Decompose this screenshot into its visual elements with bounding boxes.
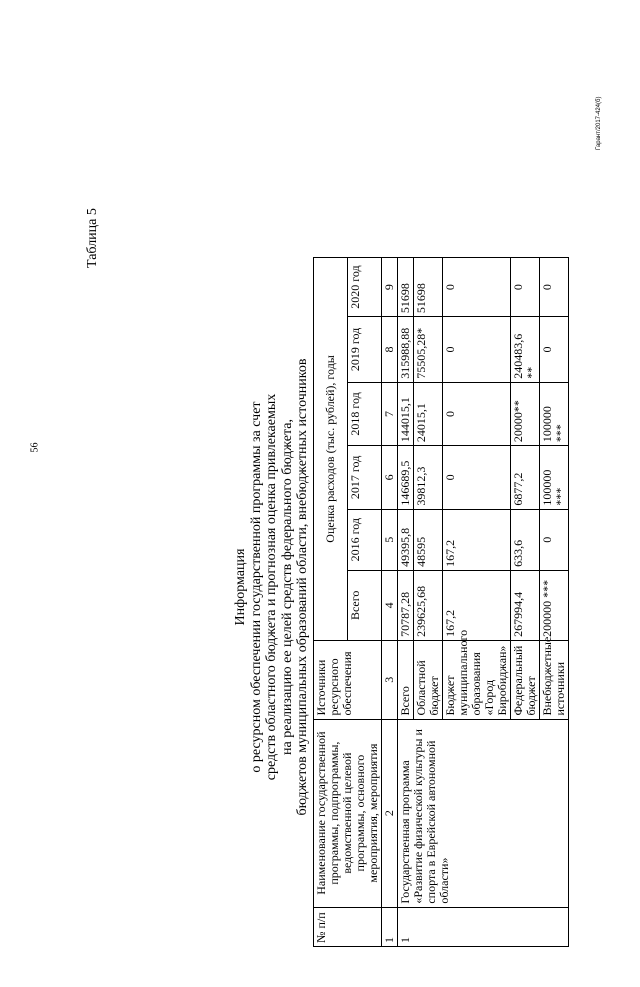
- header-year: 2020 год: [348, 258, 382, 317]
- value-cell: 20000**: [511, 382, 540, 445]
- heading-line: Информация: [233, 548, 248, 626]
- value-cell: 75505,28*: [414, 317, 443, 383]
- heading-line: средств областного бюджета и прогнозная оценка привлекаемых: [264, 393, 279, 781]
- col-number: 4: [382, 570, 398, 640]
- value-cell: 315988,88: [398, 317, 414, 383]
- value-cell: 0: [540, 509, 569, 570]
- value-cell: 39812,3: [414, 446, 443, 509]
- header-year: 2019 год: [348, 317, 382, 383]
- program-name: Государственная программа «Развитие физической культуры и спорта в Еврейской автономной области»: [398, 719, 569, 907]
- row-number: 1: [398, 907, 569, 946]
- value-cell: 6877,2: [511, 446, 540, 509]
- header-row: [314, 258, 348, 947]
- value-cell: 267994,4: [511, 570, 540, 640]
- value-cell: 167,2: [443, 570, 511, 640]
- source-cell: Внебюджетные источники: [540, 640, 569, 719]
- source-cell: Всего: [398, 640, 414, 719]
- column-number-row: [382, 258, 398, 947]
- value-cell: 167,2: [443, 509, 511, 570]
- col-number: 2: [382, 719, 398, 907]
- col-number: 3: [382, 640, 398, 719]
- heading-line: на реализацию ее целей средств федерального бюджета,: [279, 419, 295, 755]
- source-cell: Областной бюджет: [414, 640, 443, 719]
- table-label: Таблица 5: [85, 208, 100, 268]
- value-cell: 70787,28: [398, 570, 414, 640]
- value-cell: 0: [443, 258, 511, 317]
- heading-line: бюджетов муниципальных образований области, внебюджетных источников: [295, 358, 310, 816]
- value-cell: 100000 ***: [540, 382, 569, 445]
- header-year: 2018 год: [348, 382, 382, 445]
- page-number: 56: [29, 442, 41, 453]
- header-source: Источники ресурсного обеспечения: [314, 640, 382, 719]
- value-cell: 0: [540, 258, 569, 317]
- value-cell: 146689,5: [398, 446, 414, 509]
- col-number: 5: [382, 509, 398, 570]
- value-cell: 51698: [414, 258, 443, 317]
- source-cell: Бюджет муниципального образования «Город Биробиджан»: [443, 640, 511, 719]
- value-cell: 0: [540, 317, 569, 383]
- value-cell: 0: [443, 446, 511, 509]
- header-name: Наименование государственной программы, подпрограммы, ведомственной целевой программы, основного мероприятия, мероприятия: [314, 719, 382, 907]
- source-cell: Федеральный бюджет: [511, 640, 540, 719]
- value-cell: 48595: [414, 509, 443, 570]
- table-row: [398, 258, 414, 947]
- value-cell: 100000 ***: [540, 446, 569, 509]
- value-cell: 144015,1: [398, 382, 414, 445]
- value-cell: 49395,8: [398, 509, 414, 570]
- col-number: 8: [382, 317, 398, 383]
- col-number: 6: [382, 446, 398, 509]
- value-cell: 0: [443, 382, 511, 445]
- value-cell: 0: [443, 317, 511, 383]
- header-num: № п/п: [314, 907, 382, 946]
- document-heading: [233, 187, 311, 987]
- value-cell: 24015,1: [414, 382, 443, 445]
- header-estimate: Оценка расходов (тыс. рублей), годы: [314, 258, 348, 641]
- value-cell: 51698: [398, 258, 414, 317]
- header-year: 2016 год: [348, 509, 382, 570]
- value-cell: 633,6: [511, 509, 540, 570]
- rotated-page: [85, 187, 567, 987]
- value-cell: 240483,6 **: [511, 317, 540, 383]
- header-total: Всего: [348, 570, 382, 640]
- value-cell: 0: [511, 258, 540, 317]
- value-cell: 239625,68: [414, 570, 443, 640]
- header-year: 2017 год: [348, 446, 382, 509]
- col-number: 1: [382, 907, 398, 946]
- heading-line: о ресурсном обеспечении государственной программы за счет: [248, 401, 264, 773]
- col-number: 7: [382, 382, 398, 445]
- footer-code: Гарант/2017-424(б): [596, 96, 602, 150]
- col-number: 9: [382, 258, 398, 317]
- value-cell: 200000 ***: [540, 570, 569, 640]
- resource-table: [313, 257, 569, 947]
